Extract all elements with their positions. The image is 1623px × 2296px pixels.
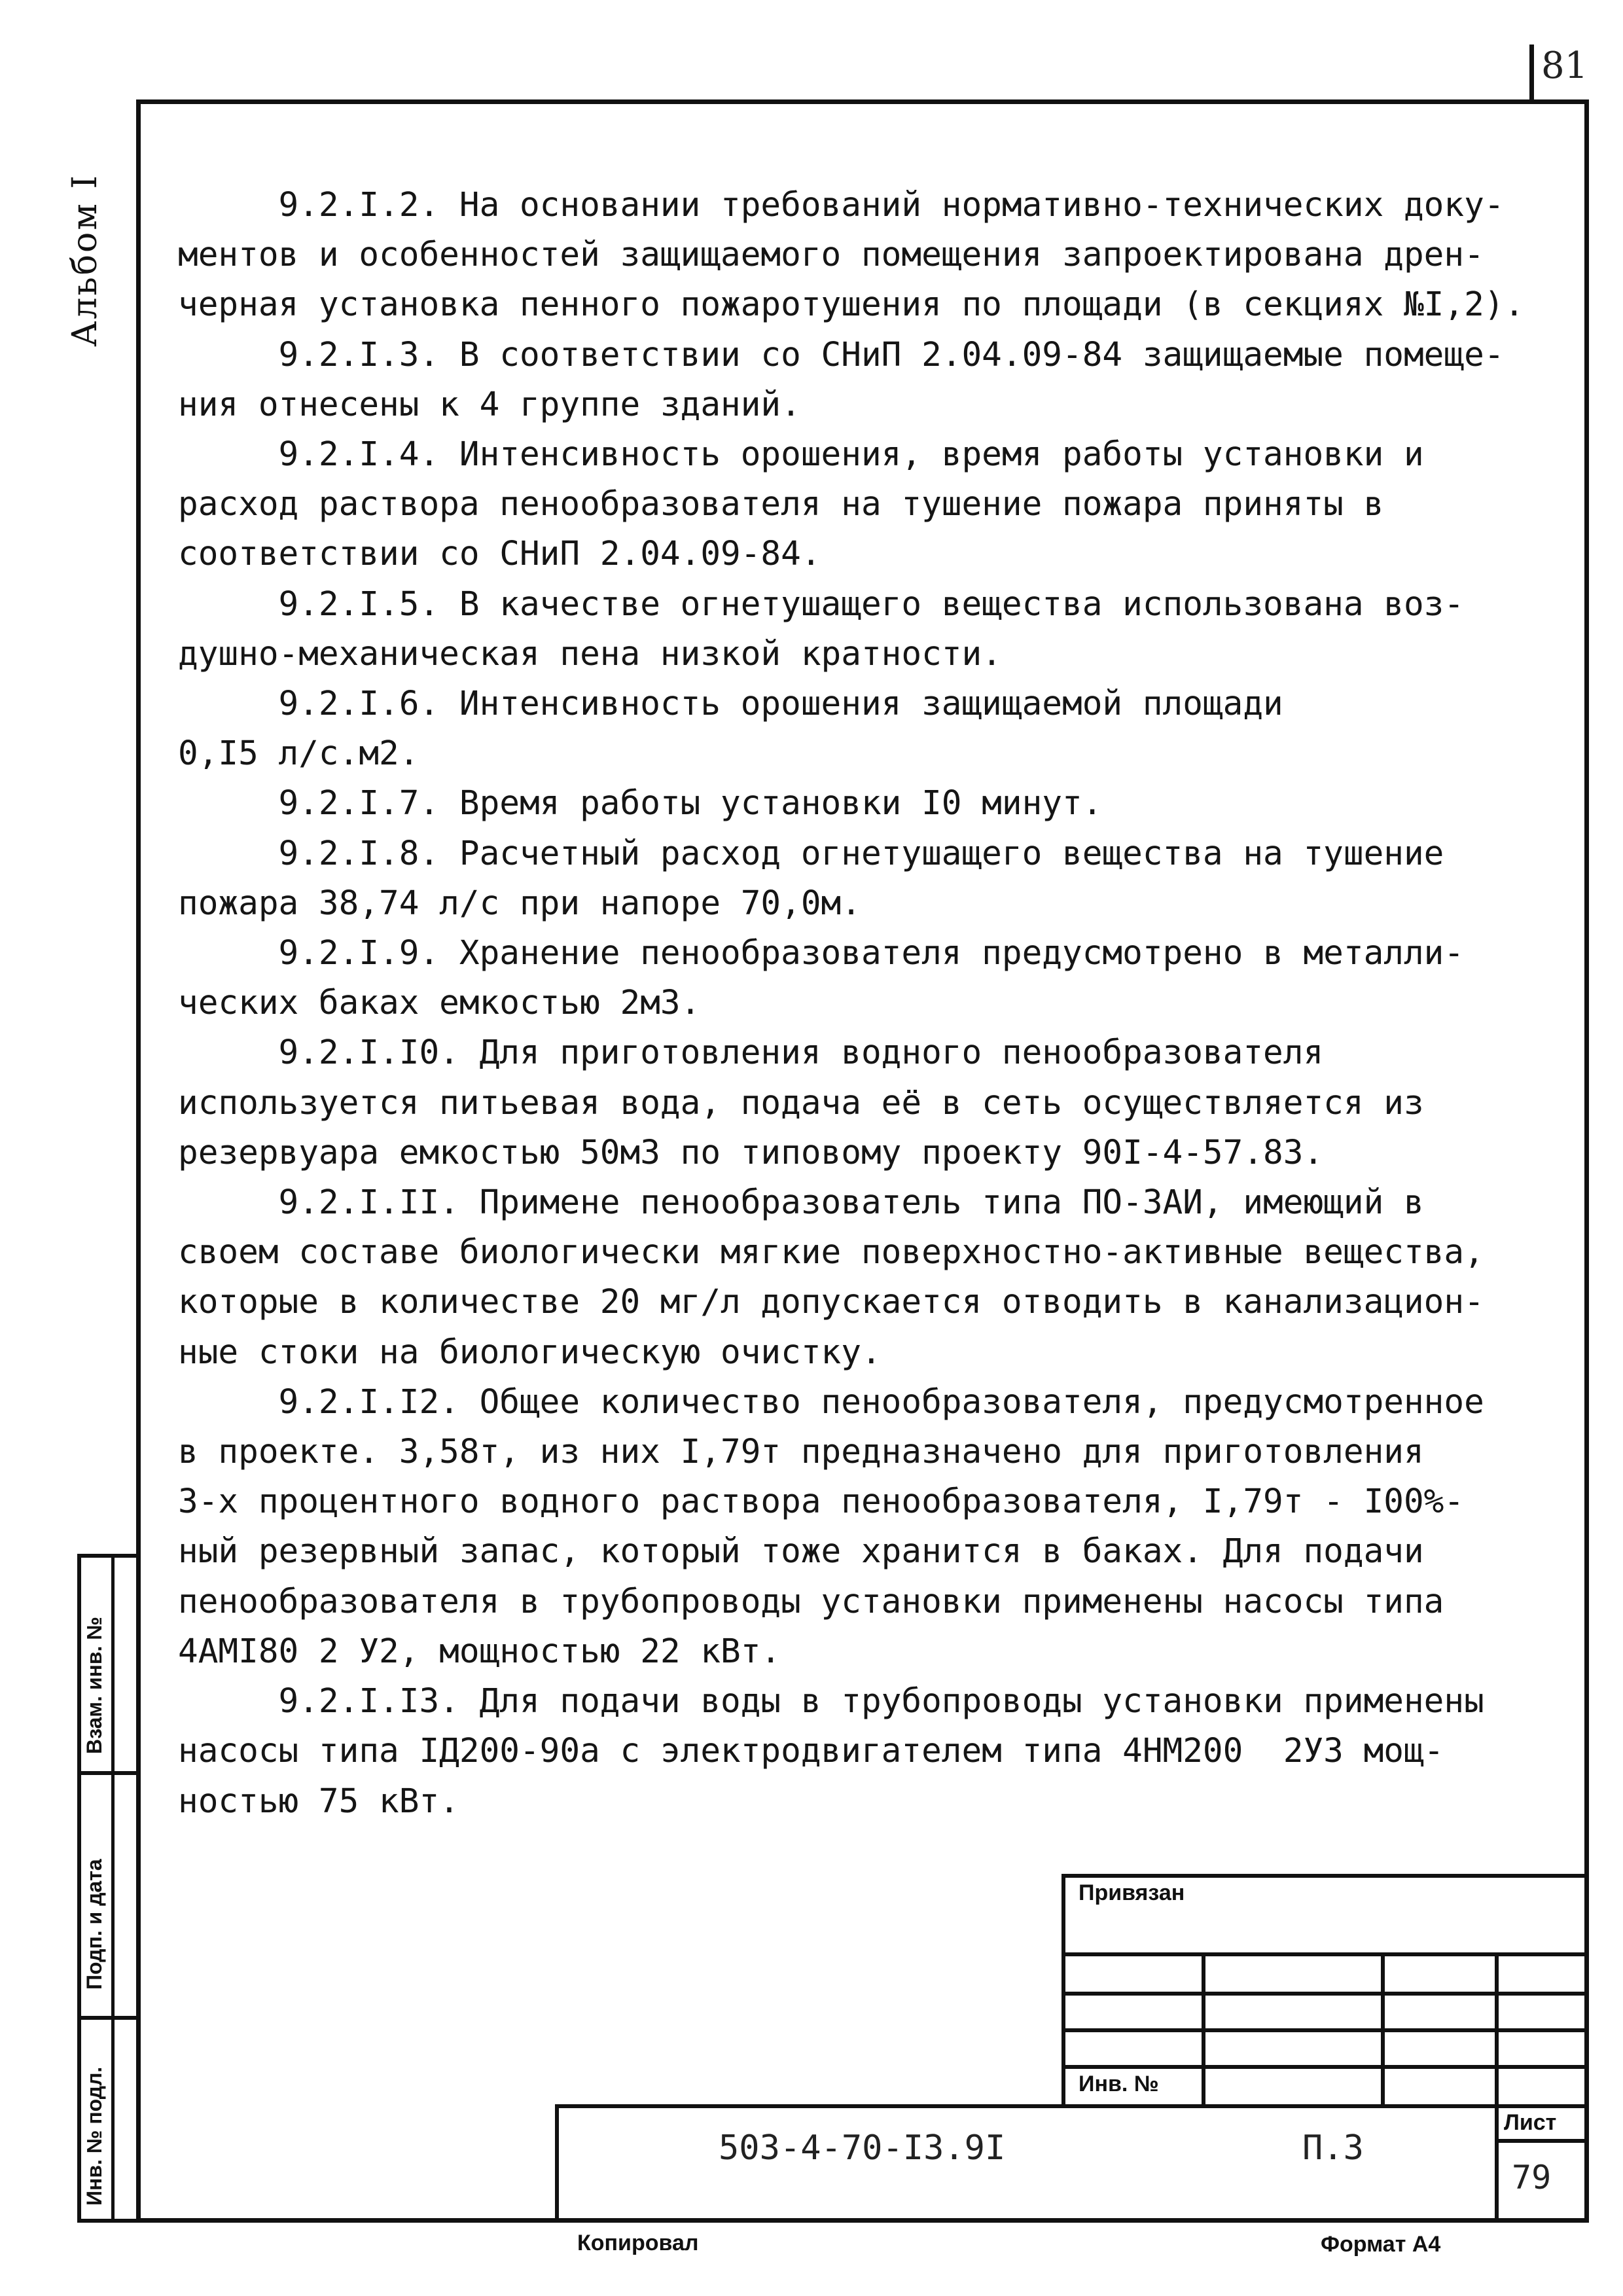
title-block-line <box>1061 1992 1589 1996</box>
page-number: 81 <box>1541 45 1588 87</box>
body-line: 9.2.I.5. В качестве огнетушащего вещества использована воз- <box>178 584 1465 624</box>
body-text <box>178 181 1565 1827</box>
body-line: 9.2.I.6. Интенсивность орошения защищаемой площади <box>178 685 1283 724</box>
body-line: ческих баках емкостью 2м3. <box>178 984 701 1023</box>
body-line: 9.2.I.3. В соответствии со СНиП 2.04.09-84 защищаемые помеще- <box>178 335 1505 374</box>
inv-number-label: Инв. № <box>1079 2072 1159 2096</box>
side-stamp-vzam-inv: Взам. инв. № <box>82 1617 106 1754</box>
sheet-number: 79 <box>1512 2159 1552 2197</box>
body-line: 9.2.I.I0. Для приготовления водного пенообразователя <box>178 1033 1324 1073</box>
body-line: в проекте. 3,58т, из них I,79т предназначено для приготовления <box>178 1433 1424 1472</box>
body-line: пожара 38,74 л/с при напоре 70,0м. <box>178 884 861 923</box>
side-stamp-divider <box>77 1771 141 1775</box>
side-stamp-column-line <box>111 1554 115 2223</box>
section-code: П.3 <box>1302 2128 1364 2168</box>
body-line: насосы типа IД200-90а с электродвигателем типа 4НМ200 2У3 мощ- <box>178 1732 1444 1771</box>
body-line: 4АМI80 2 У2, мощностью 22 кВт. <box>178 1632 781 1671</box>
body-line: 9.2.I.I3. Для подачи воды в трубопроводы установки применены <box>178 1682 1484 1721</box>
body-line: 9.2.I.8. Расчетный расход огнетушащего вещества на тушение <box>178 834 1444 873</box>
sheet-label: Лист <box>1504 2110 1557 2135</box>
document-code: 503-4-70-I3.9I <box>719 2128 1006 2168</box>
body-line: своем составе биологически мягкие поверхностно-активные вещества, <box>178 1233 1484 1272</box>
title-block-line <box>555 2104 559 2223</box>
title-block-line <box>1061 1874 1589 1878</box>
album-label: Альбом I <box>65 173 105 347</box>
title-block-line <box>1061 2065 1589 2069</box>
title-block-line <box>1061 1952 1589 1956</box>
title-block-line <box>1495 1952 1499 2108</box>
title-block-line <box>1495 2139 1589 2143</box>
body-line: 9.2.I.4. Интенсивность орошения, время работы установки и <box>178 435 1424 475</box>
title-block-line <box>555 2104 1589 2108</box>
body-line: ния отнесены к 4 группе зданий. <box>178 385 801 424</box>
privyazan-label: Привязан <box>1079 1880 1185 1905</box>
body-line: ный резервный запас, который тоже хранится в баках. Для подачи <box>178 1532 1424 1571</box>
title-block-line <box>1381 1952 1385 2108</box>
body-line: резервуара емкостью 50м3 по типовому проекту 90I-4-57.83. <box>178 1133 1324 1172</box>
body-line: используется питьевая вода, подача её в сеть осуществляется из <box>178 1083 1424 1122</box>
body-line: соответствии со СНиП 2.04.09-84. <box>178 535 821 574</box>
body-line: 9.2.I.2. На основании требований нормативно-технических доку- <box>178 186 1505 224</box>
body-line: душно-механическая пена низкой кратности. <box>178 634 1002 673</box>
copied-label: Копировал <box>577 2231 699 2255</box>
body-line: ностью 75 кВт. <box>178 1782 459 1821</box>
body-line: 9.2.I.I2. Общее количество пенообразователя, предусмотренное <box>178 1382 1484 1422</box>
title-block-line <box>1202 1952 1205 2104</box>
body-line: черная установка пенного пожаротушения по площади (в секциях №I,2). <box>178 285 1525 325</box>
side-stamp-divider <box>77 2016 141 2020</box>
body-line: 9.2.I.7. Время работы установки I0 минут. <box>178 784 1103 823</box>
body-line: которые в количестве 20 мг/л допускается отводить в канализацион- <box>178 1283 1484 1322</box>
format-label: Формат А4 <box>1321 2232 1441 2257</box>
title-block-line <box>1495 2104 1499 2223</box>
body-line: 9.2.I.9. Хранение пенообразователя предусмотрено в металли- <box>178 934 1465 973</box>
side-stamp-podp-data: Подп. и дата <box>82 1859 106 1990</box>
title-block-line <box>1061 2028 1589 2032</box>
body-line: 0,I5 л/с.м2. <box>178 734 419 774</box>
body-line: 9.2.I.II. Примене пенообразователь типа ПО-3АИ, имеющий в <box>178 1183 1424 1223</box>
side-stamp-inv-podl: Инв. № подл. <box>82 2066 106 2206</box>
body-line: пенообразователя в трубопроводы установки применены насосы типа <box>178 1582 1444 1621</box>
body-line: ментов и особенностей защищаемого помещения запроектирована дрен- <box>178 236 1484 275</box>
body-line: расход раствора пенообразователя на тушение пожара приняты в <box>178 485 1384 524</box>
title-block-line <box>1061 1874 1065 2108</box>
page-number-tick <box>1529 45 1534 103</box>
body-line: ные стоки на биологическую очистку. <box>178 1333 882 1372</box>
body-line: 3-х процентного водного раствора пенообразователя, I,79т - I00%- <box>178 1482 1465 1522</box>
